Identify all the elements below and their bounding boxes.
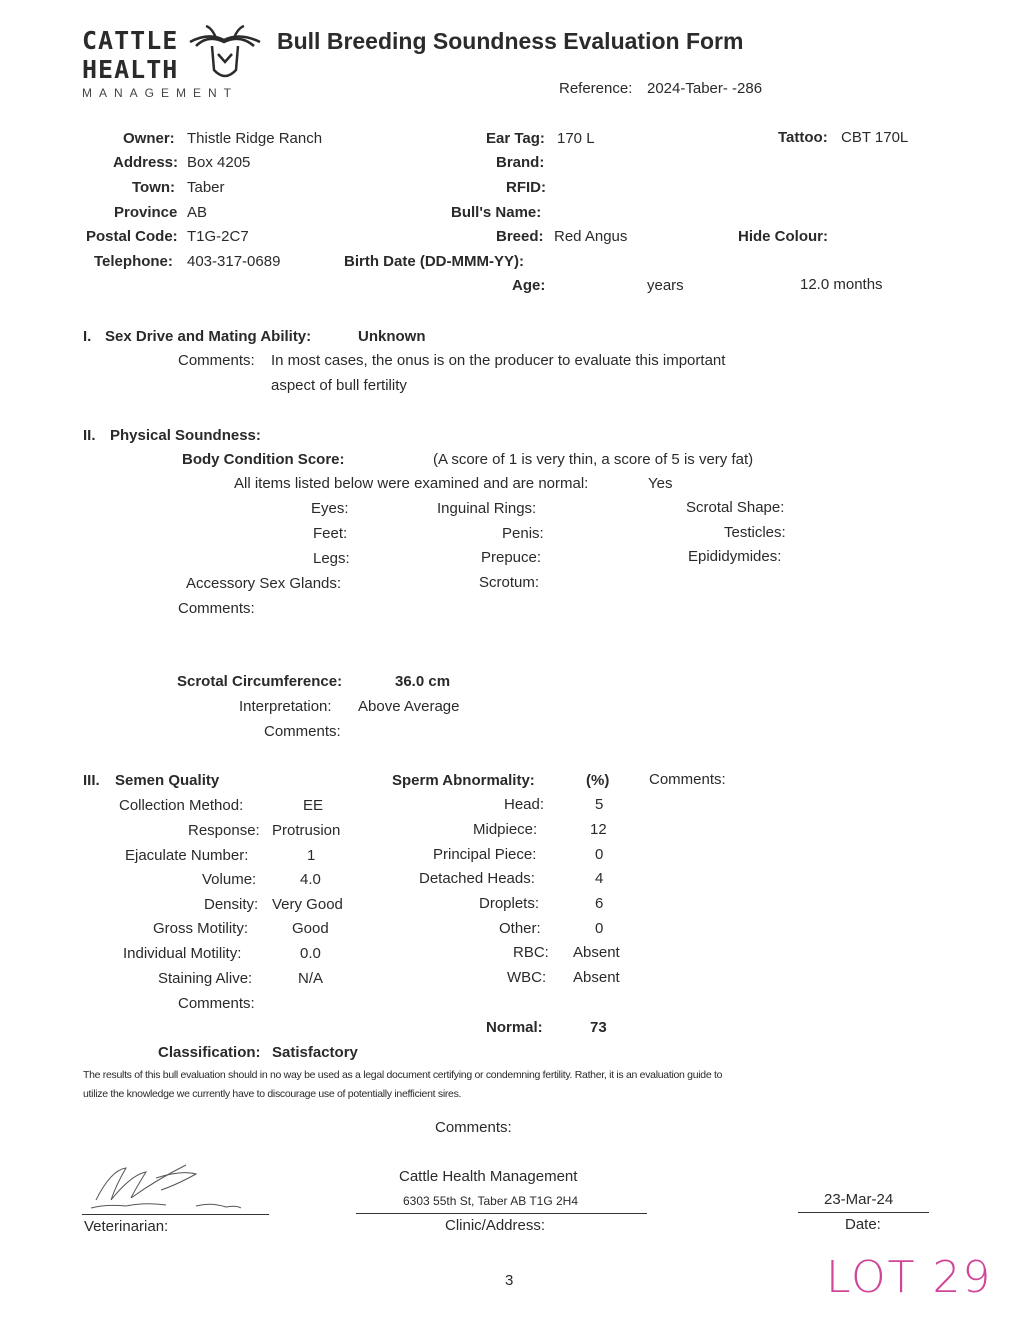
individual-motility-label: Individual Motility:	[123, 945, 242, 962]
response-label: Response:	[188, 822, 260, 839]
veterinarian-signature-line	[82, 1214, 269, 1215]
accessory-sex-glands-label: Accessory Sex Glands:	[186, 575, 342, 592]
other-label: Other:	[499, 920, 541, 937]
rfid-label: RFID:	[506, 179, 546, 196]
bull-name-label: Bull's Name:	[451, 204, 542, 221]
detached-heads-value: 4	[595, 870, 604, 887]
sec1-num: I.	[83, 328, 92, 345]
volume-value: 4.0	[300, 871, 321, 888]
all-items-text: All items listed below were examined and are normal:	[234, 475, 589, 492]
ejaculate-value: 1	[307, 847, 316, 864]
breed-label: Breed:	[496, 228, 544, 245]
penis-label: Penis:	[502, 525, 544, 542]
veterinarian-signature	[86, 1160, 246, 1215]
logo-line3: MANAGEMENT	[82, 86, 239, 100]
owner-value: Thistle Ridge Ranch	[187, 130, 323, 147]
date-line	[798, 1212, 929, 1213]
rbc-label: RBC:	[513, 944, 549, 961]
brand-label: Brand:	[496, 154, 545, 171]
sex-drive-value: Unknown	[358, 328, 426, 345]
reference-label: Reference:	[559, 80, 633, 97]
date-value: 23-Mar-24	[824, 1191, 894, 1208]
tattoo-value: CBT 170L	[841, 129, 909, 146]
logo-line2: HEALTH	[82, 55, 179, 84]
sec2-title: Physical Soundness:	[110, 427, 261, 444]
head-label: Head:	[504, 796, 545, 813]
sec3-num: III.	[83, 772, 100, 789]
disclaimer-line2: utilize the knowledge we currently have to discourage use of potentially inefficient sires.	[83, 1088, 462, 1100]
sec2-num: II.	[83, 427, 96, 444]
age-years: years	[647, 277, 684, 294]
sec1-comments-line1: In most cases, the onus is on the producer to evaluate this important	[271, 352, 726, 369]
volume-label: Volume:	[202, 871, 257, 888]
droplets-value: 6	[595, 895, 604, 912]
sperm-abnormality-title: Sperm Abnormality:	[392, 772, 535, 789]
scrotum-label: Scrotum:	[479, 574, 540, 591]
sec1-comments-line2: aspect of bull fertility	[271, 377, 407, 394]
logo-line1: CATTLE	[82, 26, 179, 55]
disclaimer-line1: The results of this bull evaluation should in no way be used as a legal document certifying or condemning fertility. Rather, it is an evaluation guide to	[83, 1069, 723, 1081]
rbc-value: Absent	[573, 944, 620, 961]
individual-motility-value: 0.0	[300, 945, 321, 962]
testicles-label: Testicles:	[724, 524, 786, 541]
scrotal-circumference-value: 36.0 cm	[395, 673, 451, 690]
classification-value: Satisfactory	[272, 1044, 358, 1061]
wbc-value: Absent	[573, 969, 620, 986]
sec3-title: Semen Quality	[115, 772, 220, 789]
percent-header: (%)	[586, 772, 610, 789]
tattoo-label: Tattoo:	[778, 129, 828, 146]
midpiece-label: Midpiece:	[473, 821, 538, 838]
hide-colour-label: Hide Colour:	[738, 228, 828, 245]
density-label: Density:	[204, 896, 259, 913]
birth-date-label: Birth Date (DD-MMM-YY):	[344, 253, 524, 270]
interpretation-label: Interpretation:	[239, 698, 332, 715]
prepuce-label: Prepuce:	[481, 549, 542, 566]
province-label: Province	[114, 204, 178, 221]
epididymides-label: Epididymides:	[688, 548, 782, 565]
density-value: Very Good	[272, 896, 343, 913]
clinic-line	[356, 1213, 647, 1214]
form-title: Bull Breeding Soundness Evaluation Form	[277, 28, 744, 54]
other-value: 0	[595, 920, 604, 937]
scrotal-shape-label: Scrotal Shape:	[686, 499, 785, 516]
abn-comments-label: Comments:	[649, 771, 726, 788]
clinic-address: 6303 55th St, Taber AB T1G 2H4	[403, 1194, 579, 1208]
postal-value: T1G-2C7	[187, 228, 249, 245]
breed-value: Red Angus	[554, 228, 628, 245]
wbc-label: WBC:	[507, 969, 547, 986]
bcs-note: (A score of 1 is very thin, a score of 5 is very fat)	[433, 451, 754, 468]
all-items-value: Yes	[648, 475, 673, 492]
footer-comments-label: Comments:	[435, 1119, 512, 1136]
principal-piece-label: Principal Piece:	[433, 846, 537, 863]
phone-value: 403-317-0689	[187, 253, 281, 270]
age-months: 12.0 months	[800, 276, 883, 293]
clinic-label: Clinic/Address:	[445, 1217, 546, 1234]
ejaculate-label: Ejaculate Number:	[125, 847, 249, 864]
eyes-label: Eyes:	[311, 500, 349, 517]
response-value: Protrusion	[272, 822, 341, 839]
detached-heads-label: Detached Heads:	[419, 870, 535, 887]
age-label: Age:	[512, 277, 546, 294]
reference-value: 2024-Taber- -286	[647, 80, 763, 97]
sc-comments-label: Comments:	[264, 723, 341, 740]
owner-label: Owner:	[123, 130, 175, 147]
sec1-comments-label: Comments:	[178, 352, 255, 369]
sec2-comments-label: Comments:	[178, 600, 255, 617]
lot-handwritten: LOT 29	[826, 1252, 993, 1303]
collection-method-label: Collection Method:	[119, 797, 244, 814]
province-value: AB	[187, 204, 208, 221]
address-label: Address:	[113, 154, 179, 171]
classification-label: Classification:	[158, 1044, 261, 1061]
clinic-name: Cattle Health Management	[399, 1168, 578, 1185]
staining-alive-value: N/A	[298, 970, 324, 987]
droplets-label: Droplets:	[479, 895, 540, 912]
ear-tag-value: 170 L	[557, 130, 595, 147]
gross-motility-value: Good	[292, 920, 329, 937]
ear-tag-label: Ear Tag:	[486, 130, 545, 147]
collection-method-value: EE	[303, 797, 324, 814]
scrotal-circumference-label: Scrotal Circumference:	[177, 673, 343, 690]
normal-label: Normal:	[486, 1019, 543, 1036]
bull-head-icon	[188, 24, 262, 82]
town-value: Taber	[187, 179, 225, 196]
interpretation-value: Above Average	[358, 698, 460, 715]
sec1-title: Sex Drive and Mating Ability:	[105, 328, 312, 345]
gross-motility-label: Gross Motility:	[153, 920, 249, 937]
date-label: Date:	[845, 1216, 881, 1233]
page-number: 3	[505, 1272, 514, 1289]
midpiece-value: 12	[590, 821, 607, 838]
phone-label: Telephone:	[94, 253, 173, 270]
normal-value: 73	[590, 1019, 607, 1036]
principal-piece-value: 0	[595, 846, 604, 863]
feet-label: Feet:	[313, 525, 348, 542]
sec3-comments-label: Comments:	[178, 995, 255, 1012]
veterinarian-label: Veterinarian:	[84, 1218, 169, 1235]
bcs-label: Body Condition Score:	[182, 451, 345, 468]
postal-label: Postal Code:	[86, 228, 178, 245]
address-value: Box 4205	[187, 154, 251, 171]
head-value: 5	[595, 796, 604, 813]
staining-alive-label: Staining Alive:	[158, 970, 253, 987]
town-label: Town:	[132, 179, 176, 196]
legs-label: Legs:	[313, 550, 350, 567]
inguinal-rings-label: Inguinal Rings:	[437, 500, 537, 517]
